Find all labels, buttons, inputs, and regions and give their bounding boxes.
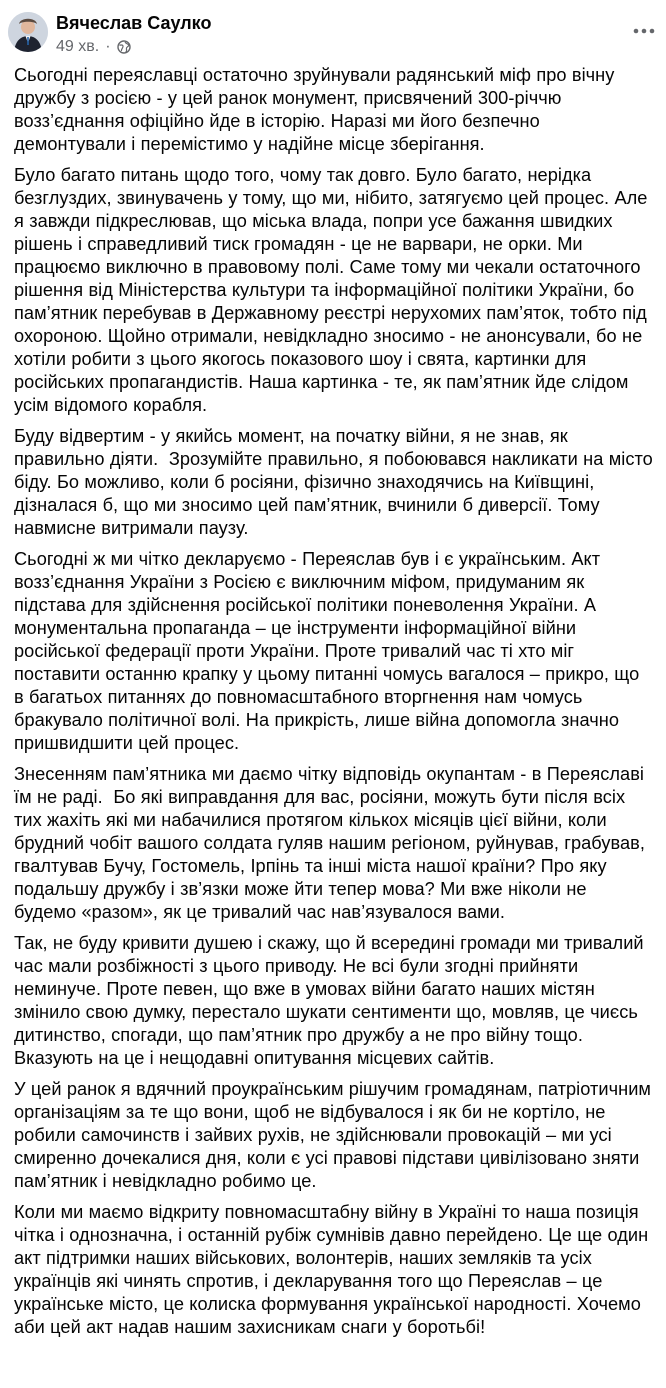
post-paragraph: Буду відвертим - у якийсь момент, на початку війни, я не знав, як правильно діяти. Зрозумійте правильно, я побоювався накликати на місто біду. Бо можливо, коли б росіяни, фізично знаходячись на Київщині, дізналася б, що ми зносимо цей пам’ятник, вчинили б диверсії. Тому навмисне витримали паузу. <box>14 426 659 538</box>
post-paragraph: У цей ранок я вдячний проукраїнським рішучим громадянам, патріотичним організаціям за те що вони, щоб не відбувалося і як би не кортіло, не робили самочинств і зайвих рухів, не здійснювали провокацій – ми усі смиренно дочекалися дня, коли є усі правові підстави цивілізовано зняти пам’ятник і невідкладно робимо це. <box>14 1079 657 1191</box>
post-paragraph: Сьогодні ж ми чітко декларуємо - Переяслав був і є українським. Акт возз’єднання України з Росією є виключним міфом, придуманим як підстава для здійснення російської політики поневолення України. А монументальна пропаганда – це інструменти інформаційної війни російської федерації проти України. Проте тривалий час ті хто міг поставити останню крапку у цьому питанні чомусь вагалося – прикро, що в багатьох питаннях до повномасштабного вторгнення нам чомусь бракувало політичної волі. На прикрість, лише війна допомогла значно пришвидшити цей процес. <box>14 549 645 753</box>
post-body <box>14 64 659 1347</box>
avatar[interactable] <box>8 12 48 52</box>
post-paragraph: Знесенням пам’ятника ми даємо чітку відповідь окупантам - в Переяславі їм не раді. Бо які виправдання для вас, росіяни, можуть бути після всіх тих жахіть які ми набачилися протягом кількох місяців цієї війни, коли брудний чобіт вашого солдата гуляв нашим регіоном, руйнував, грабував, гвалтував Бучу, Гостомель, Ірпінь та інші міста нашої країни? Про яку подальшу дружбу і зв’язки може йти тепер мова? Ми вже ніколи не будемо «разом», як це тривалий час нав’язувалося вами. <box>14 764 651 922</box>
author-name[interactable]: Вячеслав Саулко <box>56 13 212 33</box>
post-timestamp[interactable]: 49 хв. <box>56 38 100 55</box>
meta-separator: · <box>105 38 111 55</box>
post-paragraph: Так, не буду кривити душею і скажу, що й всередині громади ми тривалий час мали розбіжності з цього приводу. Не всі були згодні прийняти неминуче. Проте певен, що вже в умовах війни багато наших містян змінило свою думку, перестало шукати сентименти що, мовляв, це чиєсь дитинство, спогади, що пам’ятник про дружбу а не про війну тощо. Вказують на це і нещодавні опитування місцевих сайтів. <box>14 933 649 1068</box>
post-paragraph: Було багато питань щодо того, чому так довго. Було багато, нерідка безглуздих, звинувачень у тому, що ми, нібито, затягуємо цей процес. Але я завжди підкреслював, що міська влада, попри усе бажання швидких рішень і справедливий тиск громадян - це не варвари, не орки. Ми працюємо виключно в правовому полі. Саме тому ми чекали остаточного рішення від Міністерства культури та інформаційної політики України, бо пам’ятник перебував в Державному реєстрі нерухомих пам’яток, тобто під охороною. Щойно отримали, невідкладно зносимо - не анонсували, бо не хотіли робити з цього якогось показового шоу і свята, картинки для російських пропагандистів. Наша картинка - те, як пам’ятник йде слідом усім відомого корабля. <box>14 165 653 415</box>
more-options-button[interactable] <box>630 18 658 42</box>
post-header <box>8 8 658 60</box>
post-meta <box>56 37 131 57</box>
more-dots-icon <box>633 21 655 39</box>
globe-icon <box>117 40 131 54</box>
post-paragraph: Сьогодні переяславці остаточно зруйнували радянський міф про вічну дружбу з росією - у цей ранок монумент, присвячений 300-річчю возз’єднання офіційно йде в історію. Наразі ми його безпечно демонтували і перемістимо у надійне місце зберігання. <box>14 65 620 154</box>
post-paragraph: Коли ми маємо відкриту повномасштабну війну в Україні то наша позиція чітка і однозначна, і останній рубіж сумнівів давно перейдено. Це ще один акт підтримки наших військових, волонтерів, наших земляків та усіх українців які чинять спротив, і декларування того що Переяслав – це українське місто, це колиска формування української народності. Хочемо аби цей акт надав нашим захисникам снаги у боротьбі! <box>14 1202 654 1337</box>
